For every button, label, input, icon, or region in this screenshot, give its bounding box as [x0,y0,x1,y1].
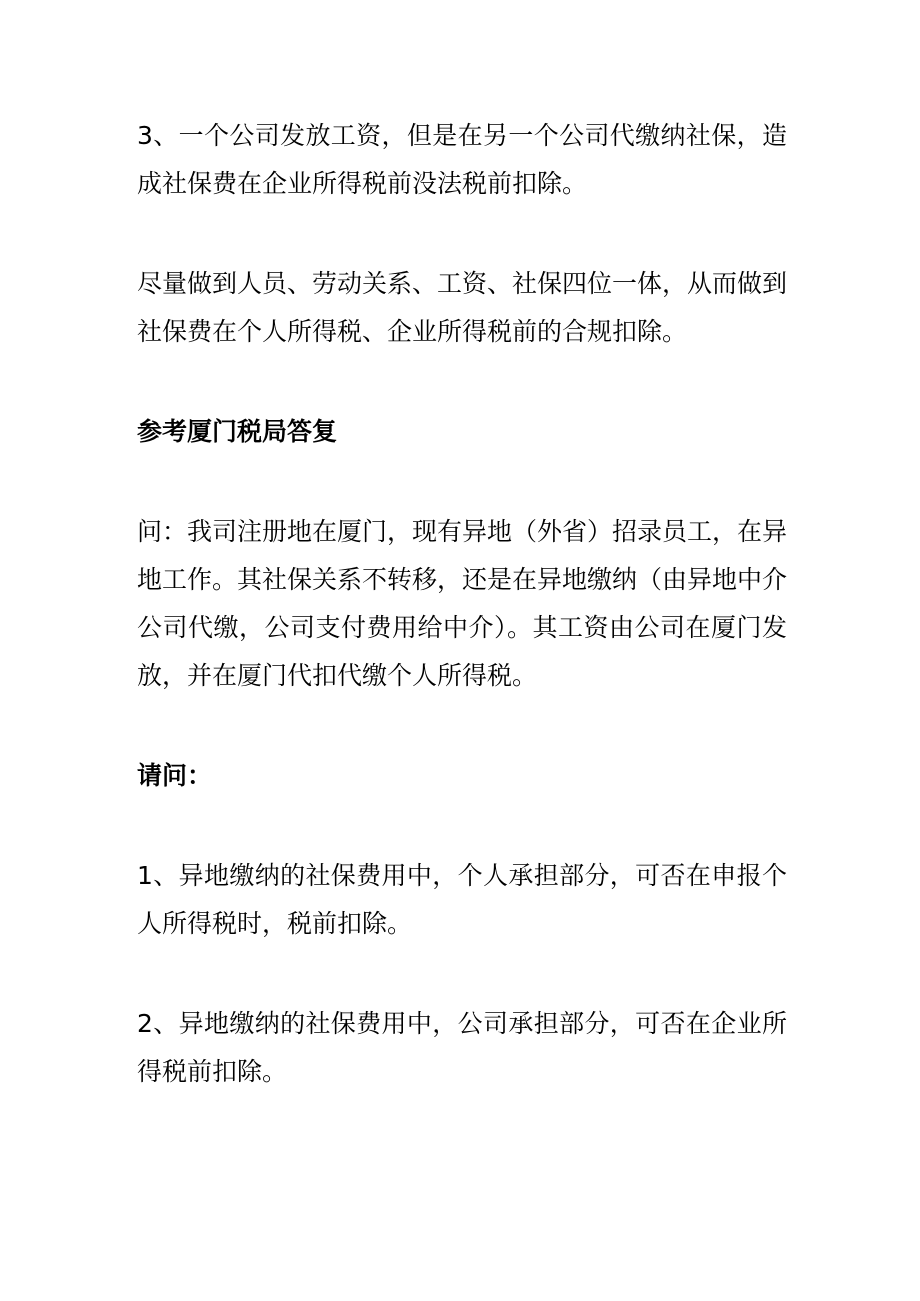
heading-xiamen-tax-reply: 参考厦门税局答复 [137,417,338,446]
paragraph-question-1: 1、异地缴纳的社保费用中，个人承担部分，可否在申报个人所得税时，税前扣除。 [137,861,787,938]
paragraph-question-2: 2、异地缴纳的社保费用中，公司承担部分，可否在企业所得税前扣除。 [137,1009,787,1086]
paragraph-question: 问：我司注册地在厦门，现有异地（外省）招录员工，在异地工作。其社保关系不转移，还是在异地缴纳（由异地中介公司代缴，公司支付费用给中介）。其工资由公司在厦门发放，并在厦门代扣代缴个人所得税。 [137,517,788,690]
document-content [137,112,787,1148]
heading-please-ask: 请问： [137,761,213,790]
paragraph-four-in-one: 尽量做到人员、劳动关系、工资、社保四位一体，从而做到社保费在个人所得税、企业所得税前的合规扣除。 [137,269,788,346]
paragraph-item-3-payroll-social-insurance: 3、一个公司发放工资，但是在另一个公司代缴纳社保，造成社保费在企业所得税前没法税前扣除。 [137,121,787,198]
